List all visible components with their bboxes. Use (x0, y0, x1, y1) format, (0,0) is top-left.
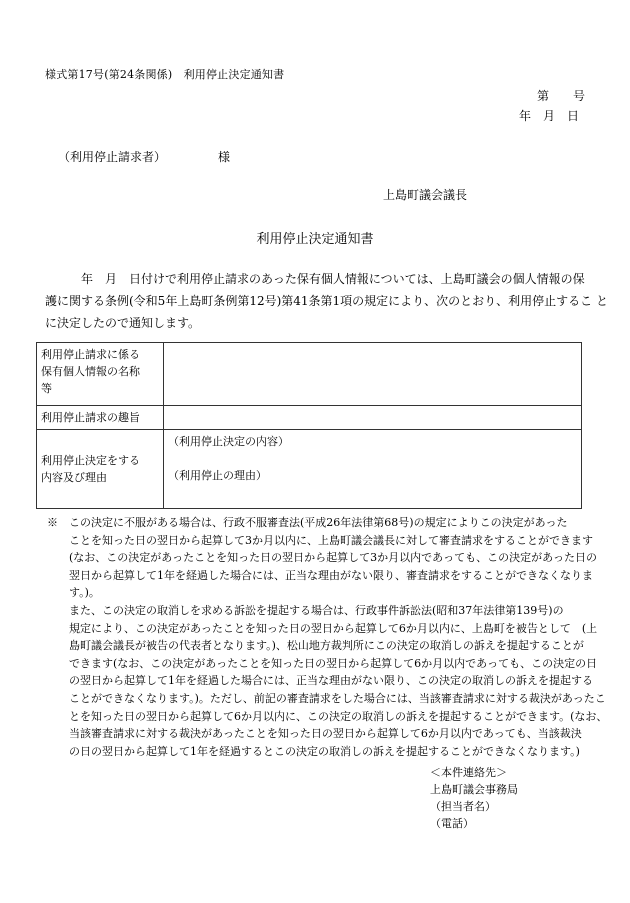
row-label-info-name: 利用停止請求に係る 保有個人情報の名称 等 (37, 343, 164, 406)
table-row-decision (37, 430, 582, 509)
note-line: 翌日から起算して1年を経過した場合には、正当な理由がない限り、審査請求をすることができなくなりま (47, 568, 593, 582)
body-line: 護に関する条例(令和5年上島町条例第12号)第41条第1項の規定により、次のとおり、利用停止するこ と (45, 294, 608, 308)
row-value-info-name (164, 343, 582, 406)
note-line: の日の翌日から起算して1年を経過するとこの決定の取消しの訴えを提起することができなくなります。) (47, 744, 580, 758)
note-line: ※ この決定に不服がある場合は、行政不服審査法(平成26年法律第68号)の規定によりこの決定があった (47, 516, 568, 529)
note-line: とを知った日の翌日から起算して6か月以内に、この決定の取消しの訴えを提起することができます。(なお、 (47, 709, 608, 723)
note-line: 当該審査請求に対する裁決があったことを知った日の翌日から起算して6か月以内であっても、当該裁決 (47, 727, 582, 741)
table-row-info-name (37, 343, 582, 406)
contact-phone: （電話） (430, 817, 474, 830)
table-row-purpose (37, 406, 582, 430)
contact-person: （担当者名） (430, 800, 496, 813)
note-line: ことを知った日の翌日から起算して3か月以内に、上島町議会議長に対して審査請求をすることができます (47, 533, 593, 547)
issuer-name: 上島町議会議長 (383, 188, 468, 202)
note-line: (なお、この決定があったことを知った日の翌日から起算して3か月以内であっても、この決定があった日の (47, 551, 597, 565)
row-value-purpose (164, 406, 582, 430)
row-label-purpose: 利用停止請求の趣旨 (37, 406, 164, 430)
decision-table (36, 342, 582, 509)
note-line: できます(なお、この決定があったことを知った日の翌日から起算して6か月以内であっても、この決定の日 (47, 656, 598, 670)
document-title: 利用停止決定通知書 (256, 232, 374, 247)
document-number: 第 号 (537, 89, 586, 103)
note-line: 島町議会議長が被告の代表者となります。)、松山地方裁判所にこの決定の取消しの訴えを提起することが (47, 639, 584, 653)
body-line: に決定したので通知します。 (45, 316, 201, 330)
row-value-decision (164, 430, 582, 509)
note-line: ことができなくなります。)。ただし、前記の審査請求をした場合には、当該審査請求に対する裁決があったこ (47, 691, 606, 705)
contact-block (430, 764, 518, 832)
recipient-label: （利用停止請求者） (58, 150, 167, 164)
decision-reason-heading: （利用停止の理由） (168, 469, 267, 482)
form-number-label: 様式第17号(第24条関係) 利用停止決定通知書 (45, 68, 285, 81)
body-paragraph (45, 268, 608, 334)
row-label-decision: 利用停止決定をする 内容及び理由 (37, 430, 164, 509)
decision-content-heading: （利用停止決定の内容） (168, 435, 289, 448)
contact-heading: ＜本件連絡先＞ (430, 766, 507, 779)
note-line: 規定により、この決定があったことを知った日の翌日から起算して6か月以内に、上島町を被告として (上 (47, 621, 598, 635)
contact-office: 上島町議会事務局 (430, 783, 518, 796)
note-line: す。)。 (47, 586, 100, 600)
recipient-honorific: 様 (218, 150, 231, 164)
note-line: また、この決定の取消しを求める訴訟を提起する場合は、行政事件訴訟法(昭和37年法律第139号)の (47, 603, 564, 617)
note-line: の翌日から起算して1年を経過した場合には、正当な理由がない限り、この決定の取消しの訴えを提起する (47, 674, 593, 688)
document-date: 年 月 日 (519, 109, 580, 123)
appeal-notes (47, 514, 607, 760)
body-line: 年 月 日付けで利用停止請求のあった保有個人情報については、上島町議会の個人情報の保 (45, 272, 585, 286)
